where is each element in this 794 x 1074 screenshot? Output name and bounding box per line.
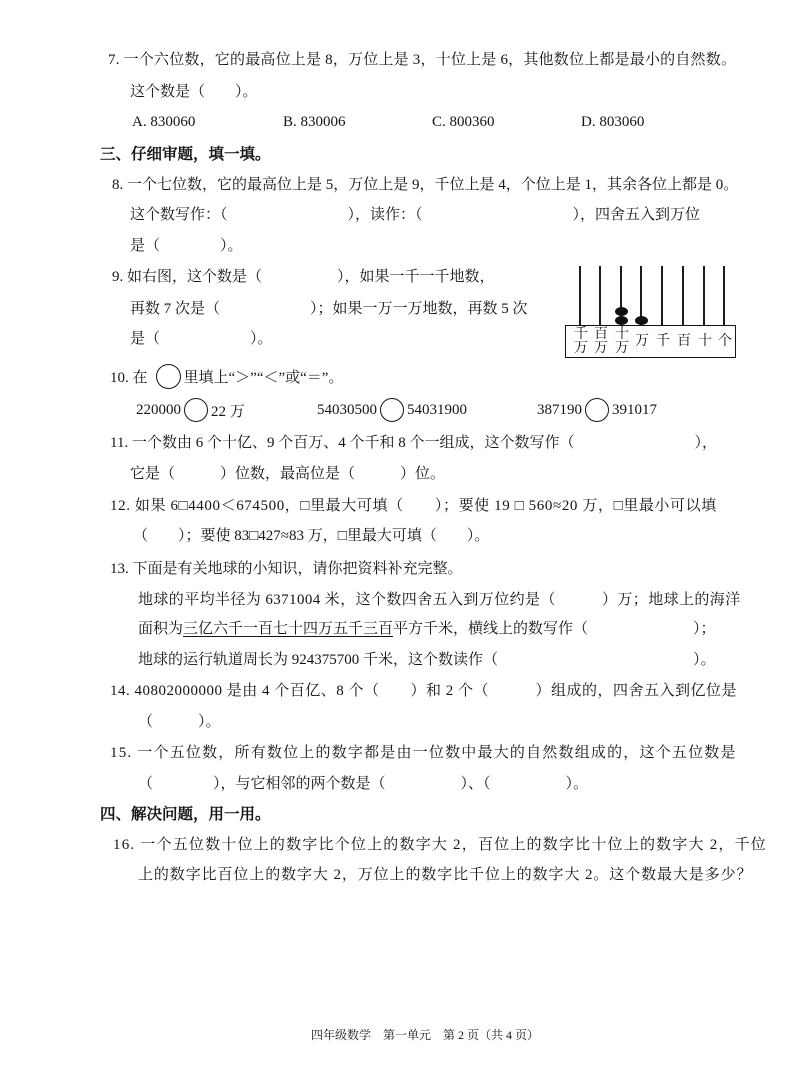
option-b: B. 830006: [283, 114, 346, 130]
question-13-line-3-end: 平方千米，横线上的数写作（ ）；: [393, 621, 716, 637]
question-7-line-1: 7. 一个六位数，它的最高位上是 8，万位上是 3，十位上是 6，其他数位上都是最小的自然数。: [108, 52, 737, 68]
abacus-rod: [682, 266, 684, 325]
question-13-line-1: 13. 下面是有关地球的小知识，请你把资料补充完整。: [110, 561, 463, 577]
abacus-bead: [635, 316, 648, 325]
option-d: D. 803060: [581, 114, 645, 130]
question-10-suffix: 里填上“＞”“＜”或“＝”。: [183, 369, 344, 386]
option-a: A. 830060: [132, 114, 196, 130]
abacus-bead: [615, 307, 628, 316]
abacus-label-cell: [675, 326, 693, 357]
question-13-line-2: 地球的平均半径为 6371004 米，这个数四舍五入到万位约是（ ）万；地球上的海洋: [138, 592, 741, 608]
abacus-label-cell: [633, 326, 651, 357]
comparison-3: [537, 397, 657, 423]
abacus-rod: [579, 266, 581, 325]
abacus-label: 千万: [574, 326, 588, 356]
question-8-line-2: 这个数写作：（ ），读作：（ ），四舍五入到万位: [130, 207, 701, 223]
question-13-line-4: 地球的运行轨道周长为 924375700 千米，这个数读作（ ）。: [138, 652, 716, 668]
comparison-left: 220000: [136, 401, 181, 418]
abacus-label-cell: [716, 326, 734, 357]
question-13-line-3: [138, 619, 716, 639]
answer-circle: [156, 364, 181, 389]
question-13-line-3-start: 面积为: [138, 621, 184, 637]
answer-circle: [380, 398, 404, 422]
underlined-number-words: 三亿六千一百七十四万五千三百: [183, 621, 394, 637]
abacus-label-cell: [696, 326, 714, 357]
abacus-bead: [615, 316, 628, 325]
section-heading-4: 四、解决问题，用一用。: [100, 806, 271, 823]
comparison-right: 22 万: [211, 403, 245, 420]
question-12-line-1: 12. 如果 6□4400＜674500，□里最大可填（ ）；要使 19 □ 560≈20 万，□里最小可以填: [110, 498, 717, 514]
abacus-label: 十万: [615, 326, 629, 356]
section-heading-3: 三、仔细审题，填一填。: [100, 146, 271, 163]
question-9-line-2: 再数 7 次是（ ）；如果一万一万地数，再数 5 次: [130, 301, 528, 317]
abacus-label-cell: [613, 326, 631, 357]
comparison-right: 54031900: [407, 401, 467, 418]
question-14-line-2: （ ）。: [138, 714, 221, 730]
question-10-prefix: 10. 在: [110, 369, 148, 386]
abacus-label-cell: [592, 326, 610, 357]
question-15-line-2: （ ），与它相邻的两个数是（ ）、（ ）。: [138, 776, 589, 792]
abacus-label: 十: [698, 333, 712, 349]
question-16-line-2: 上的数字比百位上的数字大 2，万位上的数字比千位上的数字大 2。这个数最大是多少？: [138, 867, 753, 883]
page-footer: 四年级数学 第一单元 第 2 页（共 4 页）: [311, 1028, 540, 1042]
question-10-line-1: [110, 363, 343, 389]
abacus-rod: [661, 266, 663, 325]
question-9-line-3: 是（ ）。: [130, 331, 273, 347]
question-16-line-1: 16. 一个五位数十位上的数字比个位上的数字大 2，百位上的数字比十位上的数字大 2，千位: [113, 837, 768, 853]
option-c: C. 800360: [432, 114, 495, 130]
question-8-line-1: 8. 一个七位数，它的最高位上是 5，万位上是 9，千位上是 4，个位上是 1，其余各位上都是 0。: [112, 177, 739, 193]
comparison-left: 387190: [537, 401, 582, 418]
abacus-label: 万: [635, 333, 649, 349]
answer-circle: [585, 398, 609, 422]
abacus-rod: [703, 266, 705, 325]
question-7-line-2: 这个数是（ ）。: [130, 84, 258, 100]
question-8-line-3: 是（ ）。: [130, 238, 243, 254]
abacus-label-cell: [654, 326, 672, 357]
abacus-label-box: [565, 325, 736, 358]
abacus-figure: [563, 262, 739, 362]
comparison-left: 54030500: [317, 401, 377, 418]
question-15-line-1: 15. 一个五位数，所有数位上的数字都是由一位数中最大的自然数组成的，这个五位数是: [110, 745, 737, 761]
abacus-label-cell: [572, 326, 590, 357]
answer-circle: [184, 398, 208, 422]
question-11-line-1: 11. 一个数由 6 个十亿、9 个百万、4 个千和 8 个一组成，这个数写作（ ），: [110, 435, 717, 451]
abacus-label: 百万: [594, 326, 608, 356]
question-11-line-2: 它是（ ）位数，最高位是（ ）位。: [130, 466, 446, 482]
question-9-line-1: 9. 如右图，这个数是（ ），如果一千一千地数，: [112, 269, 495, 285]
abacus-rod: [723, 266, 725, 325]
abacus-label: 百: [677, 333, 691, 349]
abacus-rod: [599, 266, 601, 325]
comparison-right: 391017: [612, 401, 657, 418]
abacus-label: 个: [718, 333, 732, 349]
question-14-line-1: 14. 40802000000 是由 4 个百亿、8 个（ ）和 2 个（ ）组成的，四舍五入到亿位是: [110, 683, 738, 699]
abacus-label: 千: [656, 333, 670, 349]
comparison-1: [136, 397, 245, 423]
comparison-2: [317, 397, 467, 423]
question-12-line-2: （ ）；要使 83□427≈83 万，□里最大可填（ ）。: [133, 528, 490, 544]
